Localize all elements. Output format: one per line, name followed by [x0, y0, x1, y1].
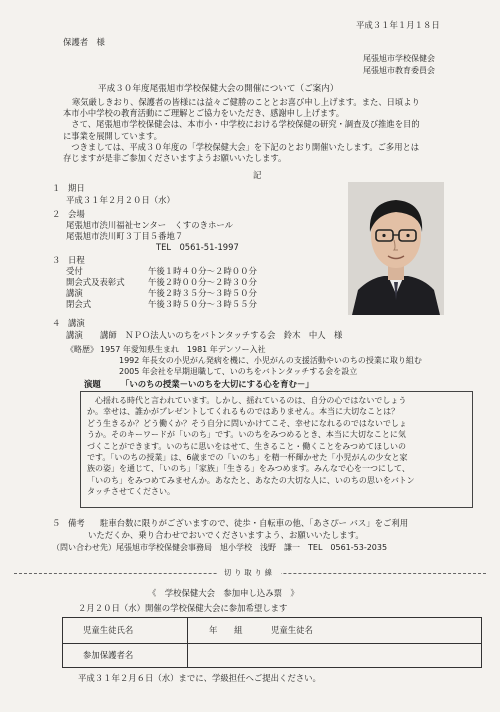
student-name-field-label: 児童生徒名	[271, 625, 313, 635]
contact-info: （問い合わせ先）尾張旭市学校保健会事務局 旭小学校 浅野 謙一 TEL 0561-53-2035	[52, 543, 388, 552]
message-line: 「いのち」をみつめてみませんか。あなたと、あなたの大切な人に、いのちの思いをバトン	[87, 475, 415, 485]
schedule-row	[66, 299, 257, 310]
bio-line: 1957 年愛知県生まれ 1981 年デンソー入社	[100, 345, 266, 354]
submission-deadline: 平成３１年２月６日（水）までに、学級担任へご提出ください。	[78, 673, 321, 683]
intro-line: 本市小中学校の教育活動にご理解とご協力をいただき、感謝申し上げます。	[63, 108, 345, 119]
form-subtitle: ２月２０日（水）開催の学校保健大会に参加希望します	[78, 603, 288, 613]
section-2-number: ２	[52, 209, 61, 219]
schedule-item: 開会式及表彰式	[66, 277, 125, 287]
bio-label: 《略歴》	[66, 345, 98, 354]
schedule-time: 午後１時４０分～２時００分	[148, 266, 257, 276]
intro-paragraph	[63, 97, 420, 164]
message-line: うか。そのキーワードが「いのち」です。いのちをみつめるとき、本当に大切なことに気	[87, 430, 406, 440]
message-line: どう生きるか？どう働くか？そう自分に問いかけてこそ、幸せになれるのではないでしょ	[87, 418, 407, 428]
bio-line: 2005 年会社を早期退職して、いのちをバトンタッチする会を設立	[119, 367, 358, 376]
guardian-name-field[interactable]	[193, 648, 477, 664]
schedule-time: 午後３時５０分～３時５５分	[148, 299, 257, 309]
grade-class-field[interactable]: 年 組	[209, 625, 243, 635]
form-title: 《 学校保健大会 参加申し込み票 》	[148, 588, 299, 598]
sender-health-association: 尾張旭市学校保健会	[363, 54, 435, 63]
student-name-label: 児童生徒氏名	[83, 625, 134, 635]
application-form-table	[62, 617, 482, 668]
message-line: 族の姿」を通じて、「いのち」「家族」「生きる」をみつめます。みんなで心を一つにして、	[87, 464, 410, 474]
intro-line: さて、尾張旭市学校保健会は、本市小・中学校における学校保健の研究・調査及び推進を目的	[63, 119, 420, 130]
schedule-row	[66, 266, 257, 277]
speaker-photo	[348, 182, 444, 315]
section-3-number: ３	[52, 255, 61, 265]
section-5-number: ５	[52, 518, 61, 528]
venue-tel: TEL 0561-51-1997	[156, 242, 239, 252]
section-1-number: １	[52, 183, 61, 193]
schedule-item: 閉会式	[66, 299, 92, 309]
schedule-time: 午後２時３５分～３時５０分	[148, 288, 257, 298]
document-date: 平成３１年１月１８日	[356, 20, 440, 30]
ki-heading: 記	[253, 170, 262, 180]
section-2-label: 会場	[68, 209, 85, 219]
schedule-item: 受付	[66, 266, 83, 276]
venue-name: 尾張旭市渋川福祉センター くすのきホール	[66, 220, 233, 230]
addressee: 保護者 様	[63, 37, 105, 47]
message-line: タッチさせてください。	[87, 487, 175, 497]
intro-line: 寒気厳しきおり、保護者の皆様には益々ご健勝のこととお喜び申し上げます。また、日頃より	[72, 97, 420, 107]
schedule-row	[66, 288, 257, 299]
section-3-label: 日程	[68, 255, 85, 265]
cut-line-label: 切り取り線	[218, 568, 281, 578]
remarks-line: いただくか、乗り合わせでおいでくださいますよう、お願いいたします。	[88, 530, 364, 540]
speaker-portrait-image	[348, 182, 444, 315]
notice-title: 平成３０年度尾張旭市学校保健大会の開催について（ご案内）	[98, 84, 339, 94]
intro-line: 存じますが是非ご参加くださいますようお願いいたします。	[63, 153, 287, 164]
venue-address: 尾張旭市渋川町３丁目５番地７	[66, 231, 184, 241]
section-4-number: ４	[52, 318, 61, 328]
message-line: づくことができます。いのちに思いをはせて、生きること・働くことをみつめてほしいの	[87, 441, 407, 451]
message-line: か。幸せは、誰かがプレゼントしてくれるものではありません。本当に大切なことは？	[87, 407, 400, 417]
bio-line: 1992 年長女の小児がん発病を機に、小児がんの支援活動やいのちの授業に取り組む	[119, 356, 422, 365]
intro-line: に事業を展開しています。	[63, 130, 162, 141]
sender-education-board: 尾張旭市教育委員会	[363, 66, 435, 75]
lecturer: 講師 ＮＰＯ法人いのちをバトンタッチする会 鈴木 中人 様	[100, 330, 343, 340]
schedule-item: 講演	[66, 288, 83, 298]
message-line: です。「いのちの授業」は、6歳までの「いのち」を精一杯輝かせた「小児がんの少女と家	[87, 453, 408, 463]
section-4-label: 講演	[68, 318, 85, 328]
message-line: 心揺れる時代と言われています。しかし、揺れているのは、自分の心ではないでしょう	[95, 396, 407, 405]
section-1-label: 期日	[68, 183, 85, 193]
remarks-line: 駐車台数に限りがございますので、徒歩・自転車の他、「あさぴー バス」をご利用	[100, 518, 409, 528]
schedule-list	[66, 266, 257, 310]
schedule-time: 午後２時００分～２時３０分	[148, 277, 257, 287]
guardian-name-label: 参加保護者名	[83, 650, 134, 660]
event-date: 平成３１年２月２０日（水）	[66, 195, 175, 205]
intro-line: つきましては、平成３０年度の「学校保健大会」を下記のとおり開催いたします。ご多用とは	[63, 141, 420, 152]
form-row-divider	[63, 643, 481, 644]
schedule-row	[66, 277, 257, 288]
section-4-label-repeat: 講演	[66, 330, 83, 340]
topic-label: 演題	[84, 379, 101, 389]
lecture-message-box	[80, 391, 473, 508]
lecture-topic: 「いのちの授業－いのちを大切にする心を育む－」	[121, 379, 314, 389]
section-5-label: 備考	[68, 518, 85, 528]
form-column-divider	[187, 618, 188, 667]
